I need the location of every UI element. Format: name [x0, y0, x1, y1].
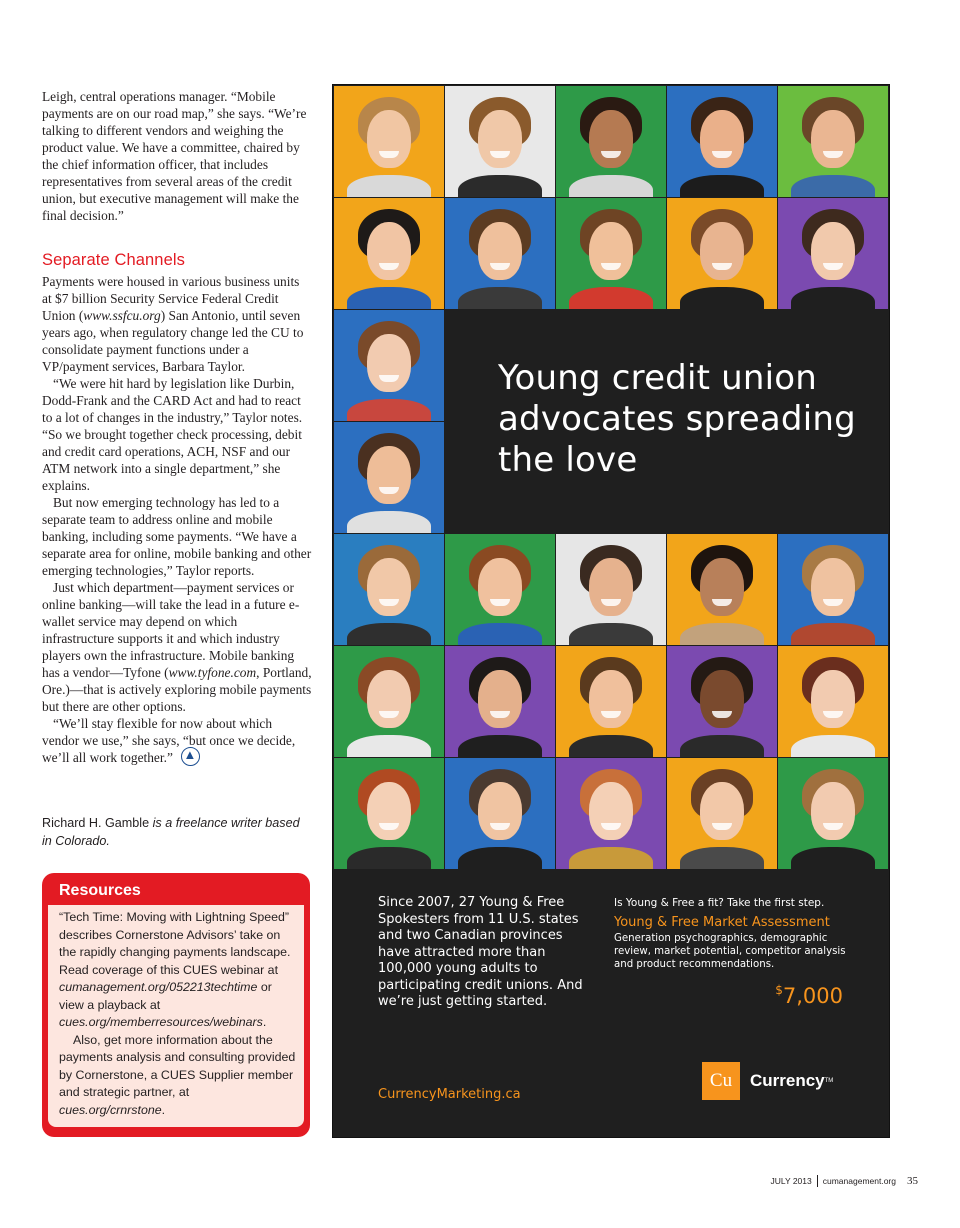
- currency-logo: [702, 1062, 833, 1100]
- spokester-photo: [556, 86, 666, 197]
- spokester-photo: [334, 534, 444, 645]
- author-byline: [42, 814, 312, 850]
- spokester-photo: [334, 198, 444, 309]
- ad-offer-description: Generation psychographics, demographic review, market potential, competitor analysis and product recommendations.: [614, 933, 846, 971]
- spokester-photo: [445, 758, 555, 869]
- price-currency-symbol: $: [775, 983, 783, 997]
- page-footer: [770, 1175, 918, 1187]
- spokester-photo: [334, 422, 444, 533]
- webinars-link[interactable]: cues.org/memberresources/webinars: [59, 1015, 263, 1029]
- resources-box: [42, 873, 310, 1137]
- spokester-photo: [667, 534, 777, 645]
- author-description: is a freelance writer based in Colorado.: [42, 816, 300, 848]
- article-paragraph: “We were hit hard by legislation like Durbin, Dodd-Frank and the CARD Act and had to react to a lot of changes in the industry,” Taylor notes. “So we brought together check processing, debit and credit card operations, ACH, NSF and our ATM network into a single department,” she explains.: [42, 376, 303, 493]
- article-column: [42, 88, 312, 768]
- cornerstone-link[interactable]: cues.org/crnrstone: [59, 1102, 162, 1117]
- spokester-photo: [334, 310, 444, 421]
- ad-offer-title: Young & Free Market Assessment: [614, 915, 830, 930]
- ssfcu-link-text: www.ssfcu.org: [83, 308, 161, 323]
- spokester-photo: [556, 534, 666, 645]
- spokester-photo: [445, 646, 555, 757]
- spokester-photo: [556, 198, 666, 309]
- spokester-photo: [667, 758, 777, 869]
- ad-question: Is Young & Free a fit? Take the first step.: [614, 897, 825, 909]
- cu-logo-mark-icon: Cu: [702, 1062, 740, 1100]
- spokester-photo: [445, 86, 555, 197]
- spokester-photo: [445, 534, 555, 645]
- spokester-photo: [667, 198, 777, 309]
- page-number: 35: [907, 1175, 918, 1187]
- brand-trademark: TM: [824, 1078, 834, 1084]
- tyfone-link-text: www.tyfone.com: [168, 665, 257, 680]
- article-lead-paragraph: Leigh, central operations manager. “Mobile payments are on our road map,” she says. “We’re talking to different vendors and weighing the product value. We have a committee, chaired by the chief information officer, that includes representatives from several areas of the credit union, but executive management will make the final decision.”: [42, 89, 307, 223]
- spokester-photo: [667, 86, 777, 197]
- spokester-photo: [445, 198, 555, 309]
- spokester-photo: [667, 646, 777, 757]
- article-paragraph: But now emerging technology has led to a separate team to address online and mobile banking, including some payments. “We have a separate area for online, mobile banking and other emerging technologies,” Taylor reports.: [42, 495, 312, 578]
- techtime-link[interactable]: cumanagement.org/052213techtime: [59, 980, 258, 994]
- spokester-photo: [778, 198, 888, 309]
- spokester-photo: [334, 758, 444, 869]
- spokester-photo: [334, 646, 444, 757]
- resources-paragraph: Also, get more information about the payments analysis and consulting provided by Cornerstone, a CUES Supplier member and strategic partner, at cues.org/crnrstone.: [59, 1032, 296, 1117]
- footer-divider: [817, 1175, 818, 1187]
- section-heading: Separate Channels: [42, 251, 185, 269]
- currency-advertisement: [332, 84, 890, 1138]
- ad-price: [775, 983, 843, 1008]
- article-paragraph: Just which department—payment services or online banking—will take the lead in a future e-wallet service may depend on which infrastructure supports it and which industry players own the infrastructure. Mobile banking has a vendor—Tyfone (www.tyfone.com, Portland, Ore.)—that is actively exploring mobile payments but there are other options.: [42, 580, 312, 714]
- price-value: 7,000: [782, 984, 843, 1008]
- spokester-photo: [334, 86, 444, 197]
- footer-site: cumanagement.org: [822, 1176, 896, 1186]
- article-paragraph: “We’ll stay flexible for now about which vendor we use,” she says, “but once we decide, we’ll all work together.”: [42, 716, 296, 765]
- ad-website-link[interactable]: CurrencyMarketing.ca: [378, 1087, 521, 1102]
- ad-body-text: Since 2007, 27 Young & Free Spokesters from 11 U.S. states and two Canadian provinces have attracted more than 100,000 young adults to participating credit unions. And we’re just getting started.: [378, 895, 583, 1009]
- resources-body: [48, 905, 304, 1127]
- spokester-photo: [556, 758, 666, 869]
- ad-offer: [614, 897, 854, 972]
- spokester-photo: [556, 646, 666, 757]
- cu-logo-end-mark-icon: [181, 747, 200, 766]
- spokester-photo: [778, 534, 888, 645]
- article-paragraph: Payments were housed in various business units at $7 billion Security Service Federal Credit Union (www.ssfcu.org) San Antonio, until seven years ago, when regulatory change led the CU to consolidate payment functions under a VP/payment services, Barbara Taylor.: [42, 274, 304, 374]
- author-name: Richard H. Gamble: [42, 816, 150, 830]
- spokester-photo: [778, 758, 888, 869]
- resources-paragraph: “Tech Time: Moving with Lightning Speed” describes Cornerstone Advisors’ take on the rapidly changing payments landscape. Read coverage of this CUES webinar at cumanagement.org/052213techtime or view a playback at cues.org/memberresources/webinars.: [59, 910, 291, 1029]
- issue-date: JULY 2013: [770, 1176, 812, 1186]
- spokester-photo: [778, 86, 888, 197]
- ad-headline: Young credit union advocates spreading the love: [498, 358, 856, 480]
- resources-title: Resources: [59, 882, 141, 899]
- brand-name: Currency: [750, 1071, 825, 1090]
- spokester-photo: [778, 646, 888, 757]
